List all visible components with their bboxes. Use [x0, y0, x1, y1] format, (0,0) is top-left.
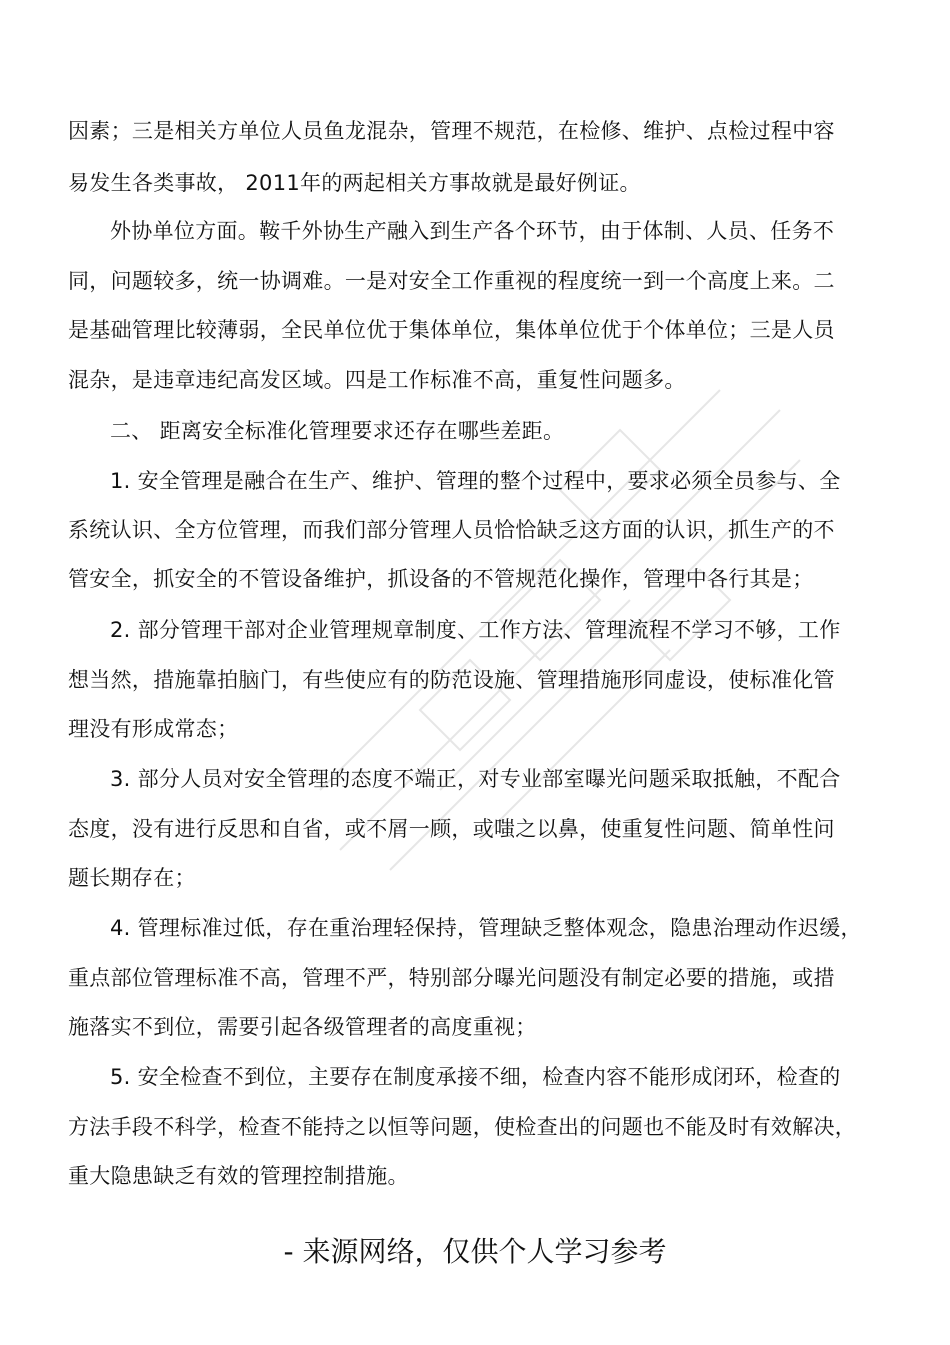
text-line: 因素；三是相关方单位人员鱼龙混杂，管理不规范，在检修、维护、点检过程中容: [68, 119, 835, 143]
text-line: 想当然，措施靠拍脑门，有些使应有的防范设施、管理措施形同虚设，使标准化管: [68, 668, 835, 692]
text-line: 理没有形成常态；: [68, 717, 239, 741]
text-line: 题长期存在；: [68, 866, 196, 890]
text-line: 同，问题较多，统一协调难。一是对安全工作重视的程度统一到一个高度上来。二: [68, 269, 835, 293]
paragraph-line: 5. 安全检查不到位，主要存在制度承接不细，检查内容不能形成闭环，检查的: [110, 1065, 841, 1089]
text-line: 态度，没有进行反思和自省，或不屑一顾，或嗤之以鼻，使重复性问题、简单性问: [68, 817, 835, 841]
paragraph-line: 外协单位方面。鞍千外协生产融入到生产各个环节，由于体制、人员、任务不: [110, 219, 835, 243]
text-line: 方法手段不科学，检查不能持之以恒等问题，使检查出的问题也不能及时有效解决，: [68, 1115, 857, 1139]
text-line: 施落实不到位，需要引起各级管理者的高度重视；: [68, 1015, 537, 1039]
text-line: 易发生各类事故， 2011年的两起相关方事故就是最好例证。: [68, 171, 641, 195]
footer-note: - 来源网络，仅供个人学习参考: [283, 1235, 667, 1268]
section-heading: 二、 距离安全标准化管理要求还存在哪些差距。: [110, 419, 565, 443]
text-line: 管安全，抓安全的不管设备维护，抓设备的不管规范化操作，管理中各行其是；: [68, 567, 814, 591]
paragraph-line: 3. 部分人员对安全管理的态度不端正，对专业部室曝光问题采取抵触，不配合: [110, 767, 841, 791]
paragraph-line: 2. 部分管理干部对企业管理规章制度、工作方法、管理流程不学习不够，工作: [110, 618, 841, 642]
text-line: 系统认识、全方位管理，而我们部分管理人员恰恰缺乏这方面的认识，抓生产的不: [68, 518, 835, 542]
text-line: 是基础管理比较薄弱，全民单位优于集体单位，集体单位优于个体单位；三是人员: [68, 318, 835, 342]
paragraph-line: 4. 管理标准过低，存在重治理轻保持，管理缺乏整体观念，隐患治理动作迟缓，: [110, 916, 862, 940]
text-line: 重大隐患缺乏有效的管理控制措施。: [68, 1164, 409, 1188]
paragraph-line: 1. 安全管理是融合在生产、维护、管理的整个过程中，要求必须全员参与、全: [110, 469, 841, 493]
text-line: 混杂，是违章违纪高发区域。四是工作标准不高，重复性问题多。: [68, 368, 686, 392]
text-line: 重点部位管理标准不高，管理不严，特别部分曝光问题没有制定必要的措施，或措: [68, 966, 835, 990]
